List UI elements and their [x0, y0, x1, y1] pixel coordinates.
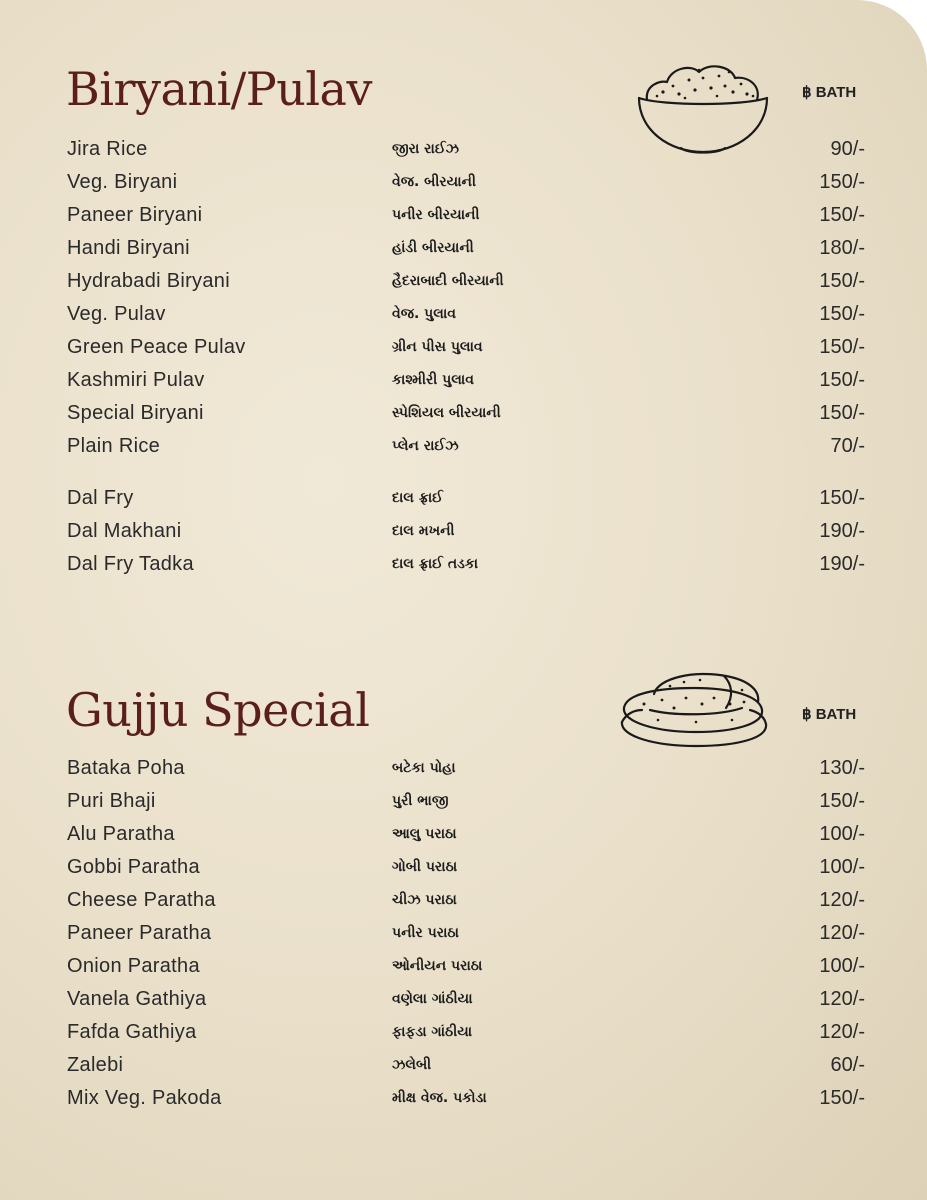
dish-price: 190/-	[819, 520, 865, 542]
dish-name: Jira Rice	[67, 138, 148, 160]
dish-name-gujarati: દાલ ફ્રાઈ તડકા	[392, 556, 479, 572]
menu-row	[0, 138, 927, 171]
dish-price: 130/-	[819, 757, 865, 779]
dish-name-gujarati: ઝલેબી	[392, 1057, 432, 1073]
menu-row	[0, 369, 927, 402]
dish-name-gujarati: ઓનીયન પરાઠા	[392, 958, 483, 974]
dish-price: 150/-	[819, 369, 865, 391]
menu-row	[0, 171, 927, 204]
dish-price: 150/-	[819, 487, 865, 509]
dish-price: 100/-	[819, 856, 865, 878]
dish-name: Onion Paratha	[67, 955, 200, 977]
currency-label: ฿ BATH	[802, 84, 857, 101]
dish-name-gujarati: હાંડી બીરયાની	[392, 240, 474, 256]
dish-name-gujarati: બટેકા પોહા	[392, 760, 456, 776]
menu-row	[0, 955, 927, 988]
dish-name: Mix Veg. Pakoda	[67, 1087, 222, 1109]
menu-row	[0, 823, 927, 856]
dish-price: 120/-	[819, 889, 865, 911]
dish-price: 150/-	[819, 1087, 865, 1109]
dish-name: Veg. Biryani	[67, 171, 178, 193]
menu-row	[0, 790, 927, 823]
dish-price: 100/-	[819, 955, 865, 977]
dish-name: Paneer Paratha	[67, 922, 212, 944]
dish-name-gujarati: દાલ મખની	[392, 523, 455, 539]
flatbread-stack-icon	[614, 664, 774, 752]
dish-name: Alu Paratha	[67, 823, 175, 845]
dish-price: 150/-	[819, 270, 865, 292]
dish-name-gujarati: ગ્રીન પીસ પુલાવ	[392, 339, 483, 355]
dish-price: 150/-	[819, 204, 865, 226]
dish-name: Fafda Gathiya	[67, 1021, 197, 1043]
dish-price: 120/-	[819, 1021, 865, 1043]
dish-name-gujarati: દાલ ફ્રાઈ	[392, 490, 443, 506]
dish-price: 180/-	[819, 237, 865, 259]
dish-name: Hydrabadi Biryani	[67, 270, 230, 292]
menu-row	[0, 270, 927, 303]
menu-row	[0, 303, 927, 336]
dish-name: Gobbi Paratha	[67, 856, 200, 878]
dish-name: Handi Biryani	[67, 237, 190, 259]
dish-name: Plain Rice	[67, 435, 161, 457]
dish-name: Dal Fry	[67, 487, 134, 509]
dish-name-gujarati: ચીઝ પરાઠા	[392, 892, 457, 908]
dish-name: Special Biryani	[67, 402, 204, 424]
dish-name: Paneer Biryani	[67, 204, 203, 226]
menu-row	[0, 336, 927, 369]
dish-name-gujarati: હૈદરાબાદી બીરયાની	[392, 273, 504, 289]
dish-price: 150/-	[819, 303, 865, 325]
dish-name: Bataka Poha	[67, 757, 185, 779]
menu-row	[0, 889, 927, 922]
currency-label: ฿ BATH	[802, 706, 857, 723]
dish-name-gujarati: આલુ પરાઠા	[392, 826, 457, 842]
dish-name: Vanela Gathiya	[67, 988, 207, 1010]
dish-name: Zalebi	[67, 1054, 124, 1076]
menu-row	[0, 1054, 927, 1087]
section-title-biryani-pulav: Biryani/Pulav	[66, 62, 372, 116]
dish-price: 150/-	[819, 336, 865, 358]
dish-price: 120/-	[819, 988, 865, 1010]
dish-name-gujarati: કાશ્મીરી પુલાવ	[392, 372, 474, 388]
dish-name: Green Peace Pulav	[67, 336, 246, 358]
menu-row	[0, 435, 927, 468]
dish-name-gujarati: ફાફડા ગાંઠીયા	[392, 1024, 473, 1040]
dish-name-gujarati: વેજ. બીરયાની	[392, 174, 476, 190]
dish-price: 90/-	[830, 138, 865, 160]
dish-name: Kashmiri Pulav	[67, 369, 205, 391]
dish-name-gujarati: પ્લેન રાઈઝ	[392, 438, 459, 454]
dish-price: 70/-	[830, 435, 865, 457]
menu-row	[0, 856, 927, 889]
dish-name-gujarati: જીરા રાઈઝ	[392, 141, 459, 157]
menu-row	[0, 1021, 927, 1054]
menu-row	[0, 757, 927, 790]
dish-name: Cheese Paratha	[67, 889, 216, 911]
dish-name: Dal Fry Tadka	[67, 553, 194, 575]
menu-row	[0, 204, 927, 237]
dish-name-gujarati: પનીર પરાઠા	[392, 925, 459, 941]
menu-row	[0, 553, 927, 586]
dish-name-gujarati: મીક્ષ વેજ. પકોડા	[392, 1090, 487, 1106]
dish-name: Puri Bhaji	[67, 790, 156, 812]
menu-row	[0, 402, 927, 435]
dish-price: 150/-	[819, 171, 865, 193]
dish-name: Veg. Pulav	[67, 303, 166, 325]
dish-name-gujarati: પુરી ભાજી	[392, 793, 449, 809]
menu-row	[0, 1087, 927, 1120]
dish-price: 60/-	[830, 1054, 865, 1076]
menu-row	[0, 988, 927, 1021]
menu-row	[0, 520, 927, 553]
menu-row	[0, 487, 927, 520]
dish-price: 190/-	[819, 553, 865, 575]
dish-name-gujarati: પનીર બીરયાની	[392, 207, 480, 223]
dish-name-gujarati: સ્પેશિયલ બીરયાની	[392, 405, 501, 421]
dish-price: 150/-	[819, 790, 865, 812]
dish-name-gujarati: વેજ. પુલાવ	[392, 306, 456, 322]
dish-price: 150/-	[819, 402, 865, 424]
dish-name: Dal Makhani	[67, 520, 182, 542]
dish-name-gujarati: વણેલા ગાંઠીયા	[392, 991, 473, 1007]
dish-name-gujarati: ગોબી પરાઠા	[392, 859, 458, 875]
menu-row	[0, 922, 927, 955]
dish-price: 100/-	[819, 823, 865, 845]
section-title-gujju-special: Gujju Special	[66, 683, 370, 737]
menu-row	[0, 237, 927, 270]
dish-price: 120/-	[819, 922, 865, 944]
